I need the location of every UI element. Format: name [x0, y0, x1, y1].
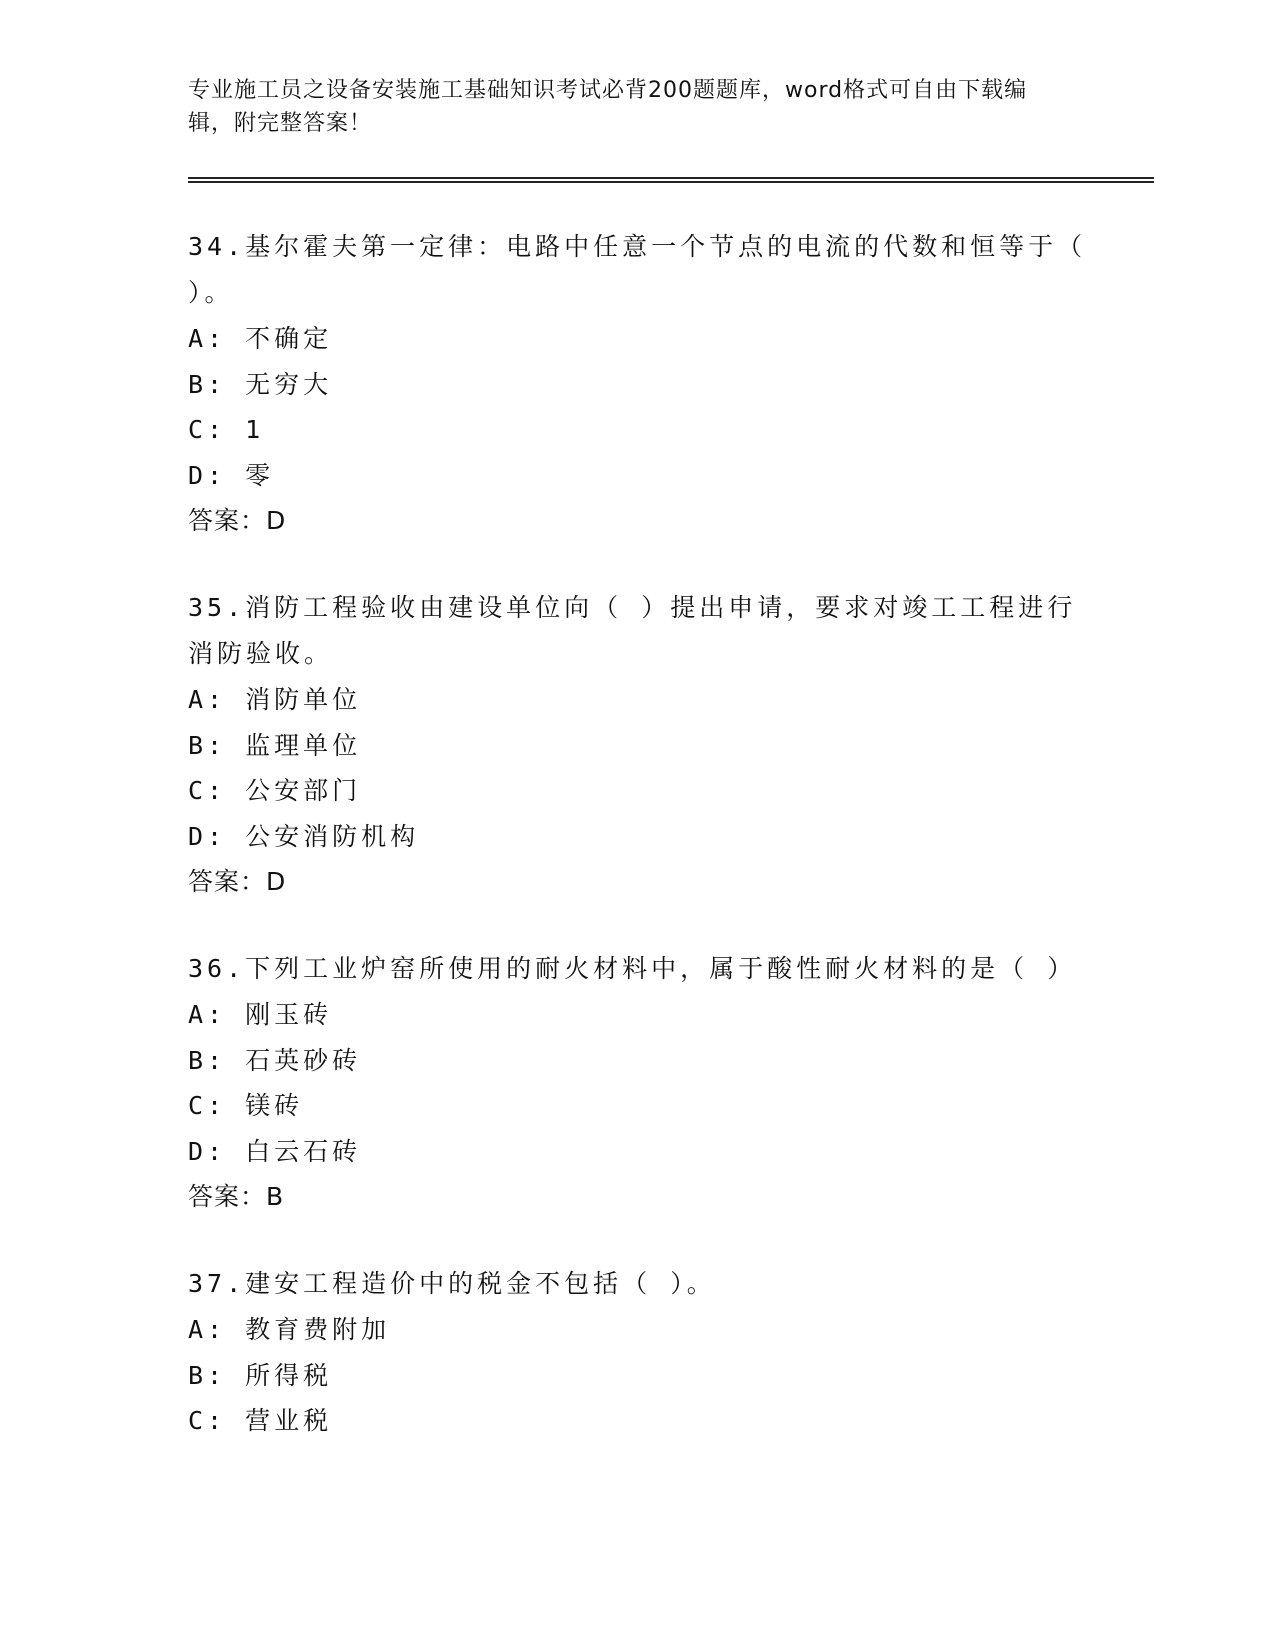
option-c: C: 营业税 [188, 1406, 333, 1435]
option-c: C: 1 [188, 415, 265, 444]
answer-label: 答案：B [188, 1182, 285, 1211]
option-a: A: 消防单位 [188, 685, 362, 714]
question-stem: 36.下列工业炉窑所使用的耐火材料中，属于酸性耐火材料的是（ ） [188, 954, 1077, 983]
option-a: A: 刚玉砖 [188, 1000, 333, 1029]
document-header: 专业施工员之设备安装施工基础知识考试必背200题题库，word格式可自由下载编辑，附完整答案！ [188, 78, 1028, 136]
option-d: D: 零 [188, 460, 275, 490]
option-a: A: 教育费附加 [188, 1315, 391, 1344]
option-b: B: 监理单位 [188, 730, 362, 760]
question-stem: 37.建安工程造价中的税金不包括（ ）。 [188, 1269, 716, 1298]
question-37 [188, 1261, 1088, 1444]
option-b: B: 石英砂砖 [188, 1045, 362, 1075]
question-35 [188, 585, 1088, 905]
header-double-rule [188, 177, 1154, 183]
question-stem: 34.基尔霍夫第一定律：电路中任意一个节点的电流的代数和恒等于（ ）。 [188, 232, 1087, 307]
answer-label: 答案：D [188, 867, 287, 896]
option-a: A: 不确定 [188, 324, 333, 353]
question-stem: 35.消防工程验收由建设单位向（ ）提出申请，要求对竣工工程进行消防验收。 [188, 593, 1077, 668]
answer-label: 答案：D [188, 506, 287, 535]
option-b: B: 无穷大 [188, 369, 333, 399]
option-d: D: 公安消防机构 [188, 821, 420, 851]
option-b: B: 所得税 [188, 1360, 333, 1390]
option-c: C: 公安部门 [188, 776, 362, 805]
option-c: C: 镁砖 [188, 1091, 304, 1120]
option-d: D: 白云石砖 [188, 1136, 362, 1166]
question-36 [188, 946, 1088, 1220]
question-34 [188, 224, 1088, 544]
